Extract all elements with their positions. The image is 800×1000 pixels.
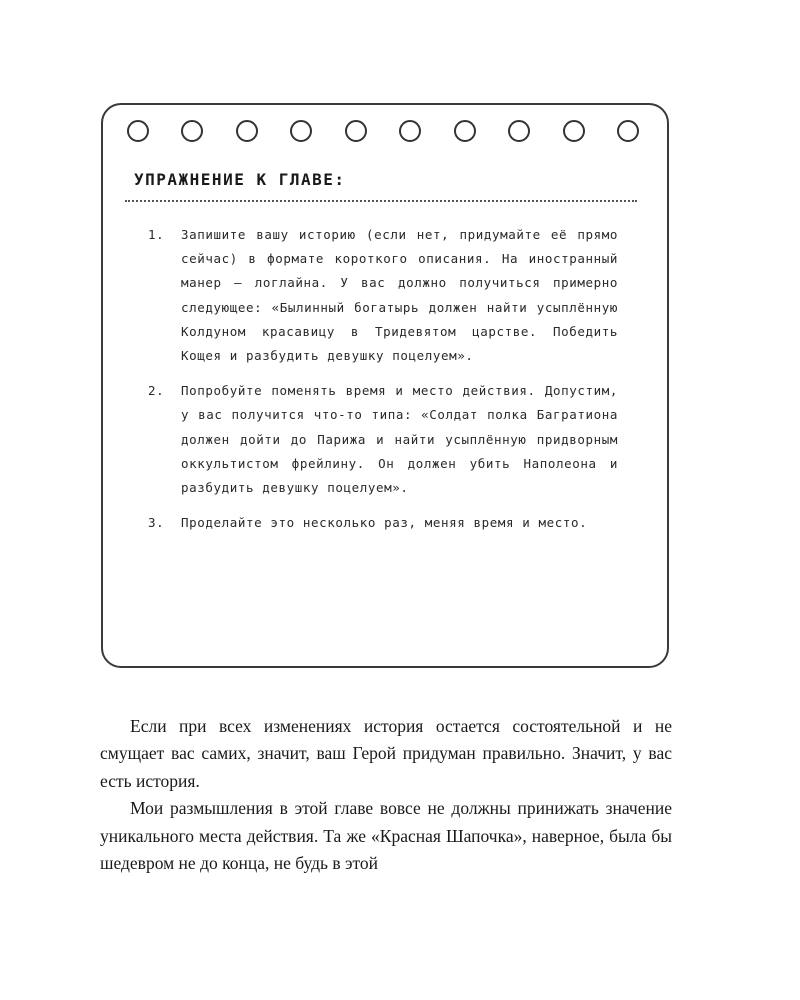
exercise-item-text: Проделайте это несколько раз, меняя время и место. xyxy=(181,515,588,531)
body-paragraph: Мои размышления в этой главе вовсе не должны принижать значение уникального места действия. Та же «Красная Шапочка», наверное, была бы шедевром не до конца, не будь в этой xyxy=(100,798,672,874)
binder-rings xyxy=(103,105,667,165)
ring-icon xyxy=(399,120,421,142)
exercise-item-number: 3. xyxy=(148,515,165,531)
exercise-item-number: 1. xyxy=(148,227,165,242)
ring-icon xyxy=(127,120,149,142)
exercise-list xyxy=(148,223,618,546)
exercise-item-text: Попробуйте поменять время и место действия. Допустим, у вас получится что-то типа: «Солдат полка Багратиона должен дойти до Парижа и найти усыплённую придворным оккультистом фрейлину. Он должен убить Наполеона и разбудить девушку поцелуем». xyxy=(181,383,618,496)
dotted-divider xyxy=(125,200,637,202)
exercise-item xyxy=(148,223,618,368)
ring-icon xyxy=(617,120,639,142)
body-paragraph: Если при всех изменениях история остается состоятельной и не смущает вас самих, значит, ваш Герой придуман правильно. Значит, у вас есть история. xyxy=(100,716,672,791)
ring-icon xyxy=(345,120,367,142)
ring-icon xyxy=(508,120,530,142)
exercise-item xyxy=(148,379,618,500)
body-text xyxy=(100,713,672,877)
exercise-item-text: Запишите вашу историю (если нет, придумайте её прямо сейчас) в формате короткого описания. На иностранный манер — логлайна. У вас должно получиться примерно следующее: «Былинный богатырь должен найти усыплённую Колдуном красавицу в Тридевятом царстве. Победить Кощея и разбудить девушку поцелуем». xyxy=(181,227,618,364)
ring-icon xyxy=(290,120,312,142)
ring-icon xyxy=(563,120,585,142)
exercise-item-number: 2. xyxy=(148,383,165,399)
ring-icon xyxy=(454,120,476,142)
ring-icon xyxy=(236,120,258,142)
exercise-title: УПРАЖНЕНИЕ К ГЛАВЕ: xyxy=(134,170,346,189)
exercise-notebook xyxy=(101,103,669,668)
ring-icon xyxy=(181,120,203,142)
exercise-item xyxy=(148,511,618,535)
